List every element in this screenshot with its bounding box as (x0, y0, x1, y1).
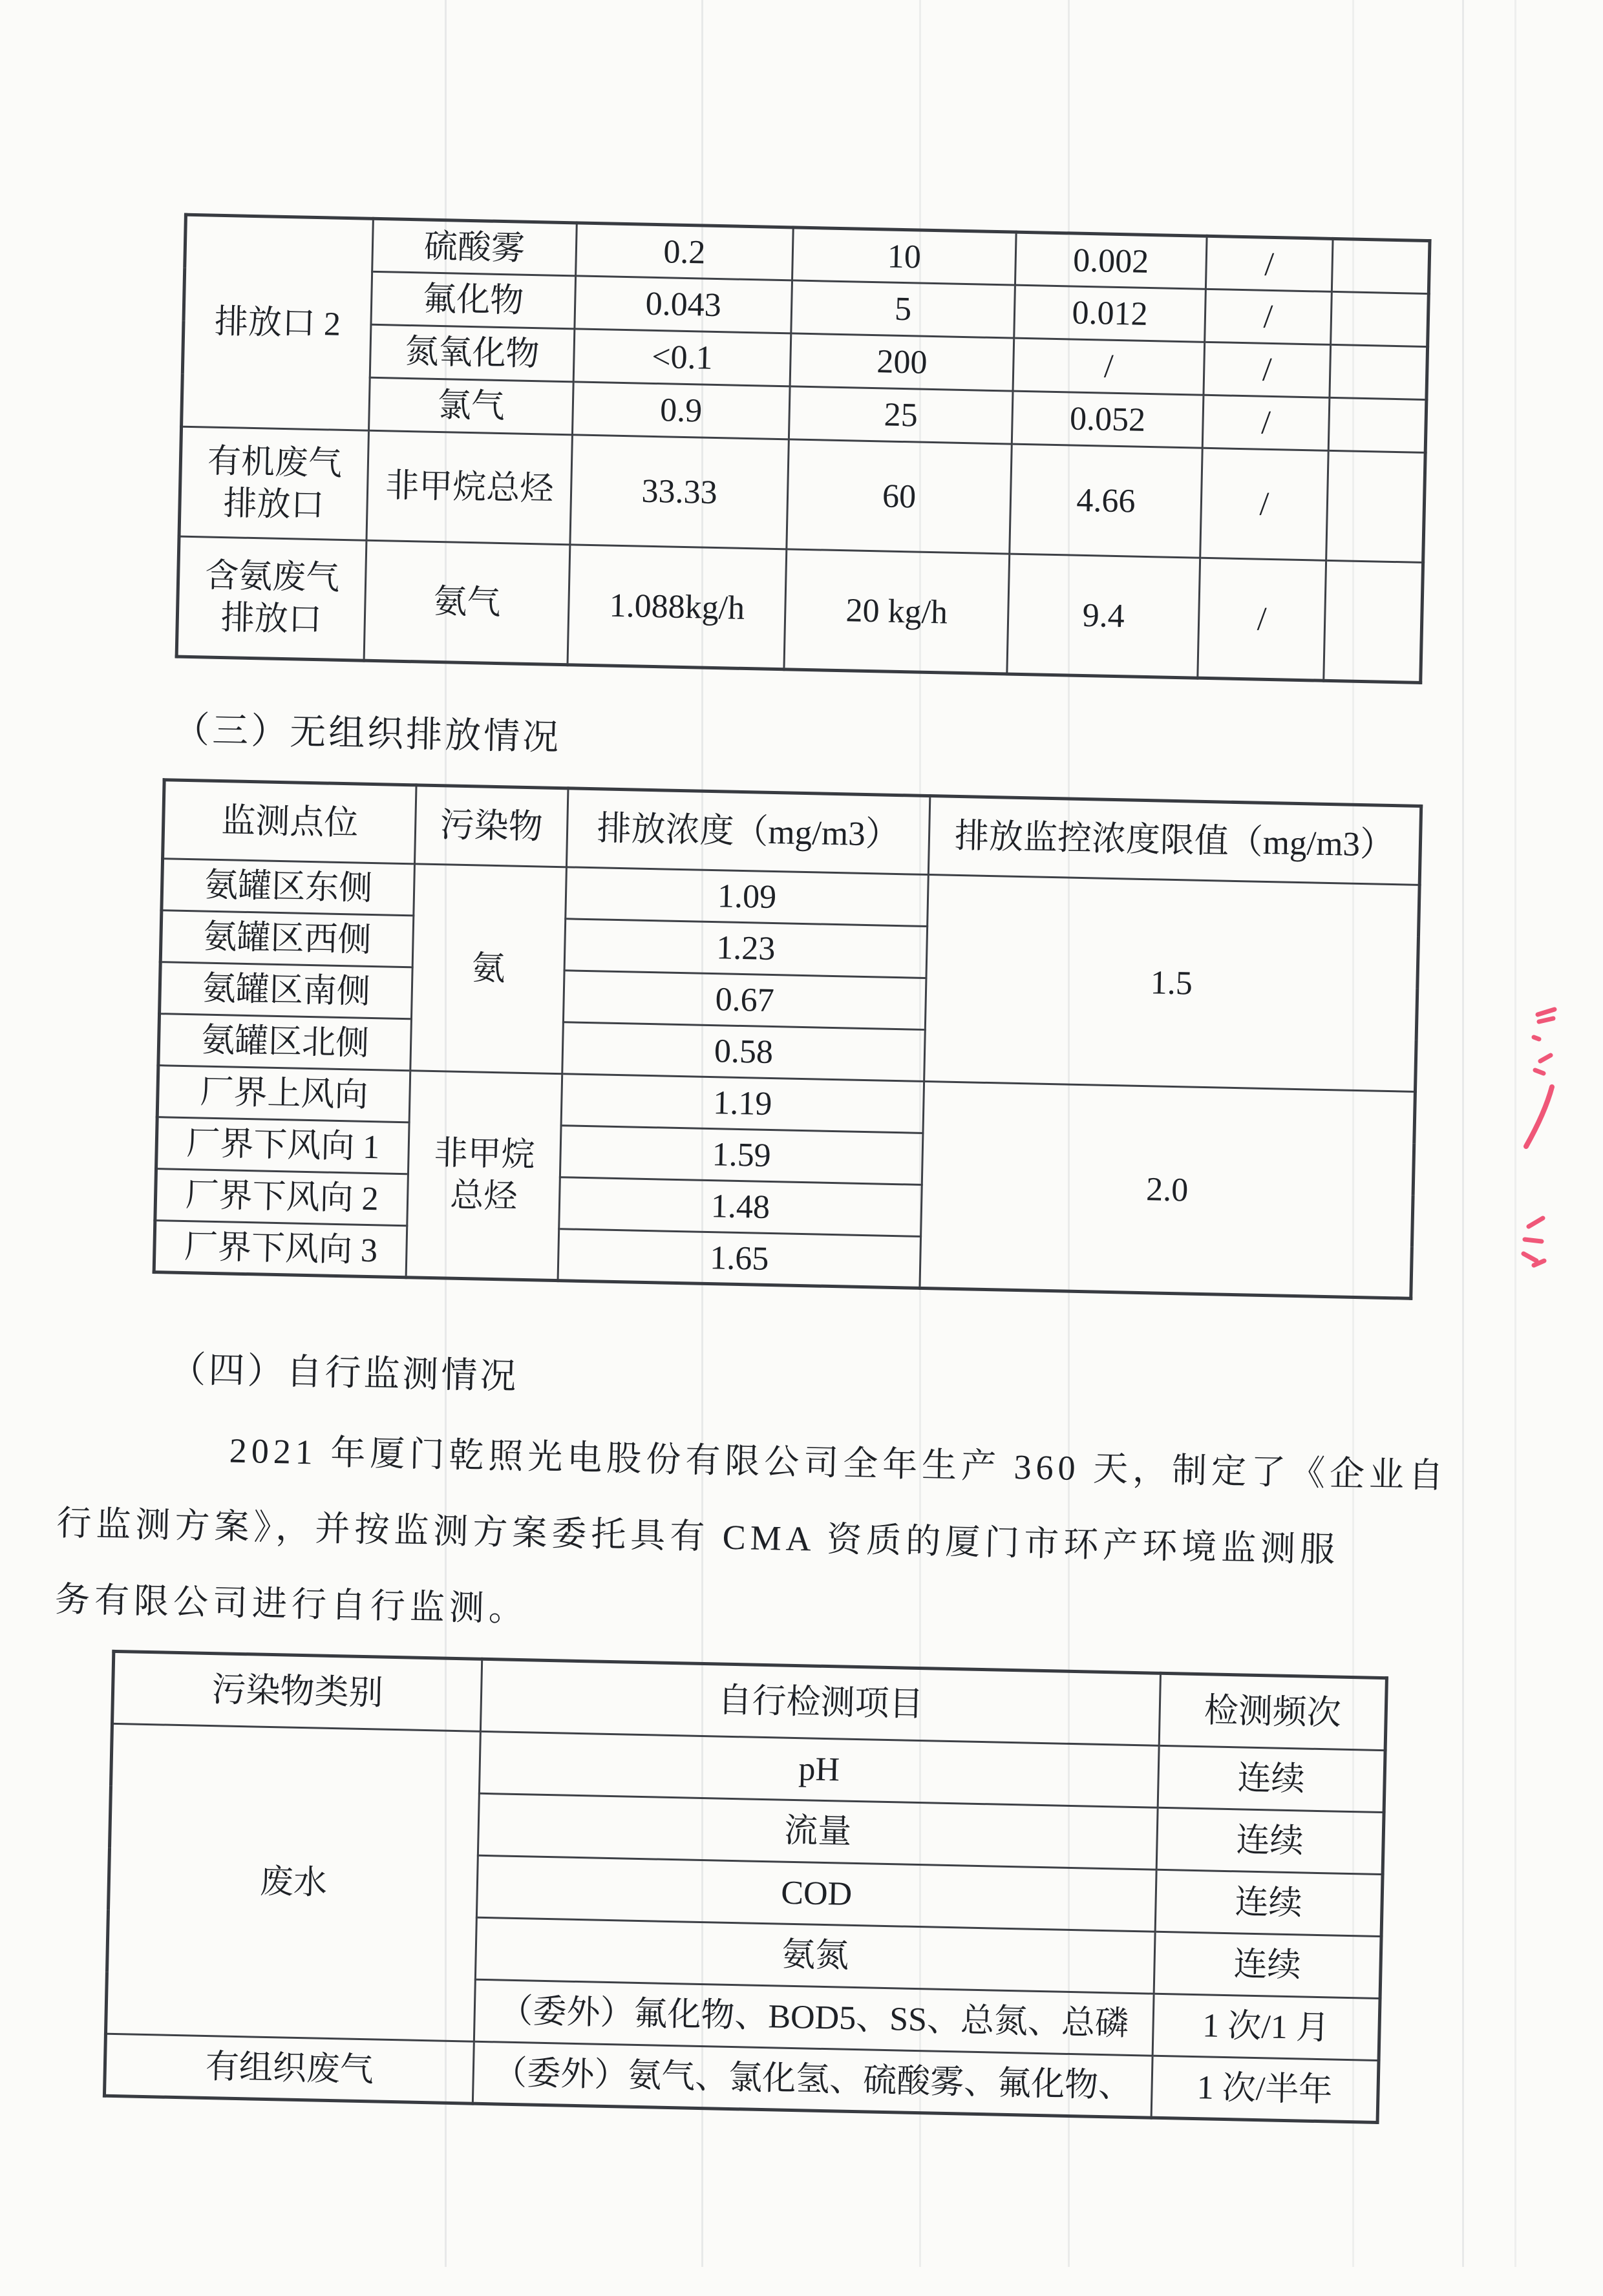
limit-cell: 1.5 (924, 875, 1420, 1092)
empty-cell (1330, 344, 1428, 399)
value-cell: 1.088kg/h (568, 545, 787, 669)
category-cell: 有组织废气 (104, 2034, 474, 2103)
frequency-cell: 连续 (1154, 1932, 1381, 1998)
paragraph-line: 行监测方案》，并按监测方案委托具有 CMA 资质的厦门市环产环境监测服 (56, 1504, 1340, 1570)
col-header-limit: 排放监控浓度限值（mg/m3） (928, 796, 1421, 885)
value-cell: 0.2 (576, 223, 794, 280)
mark-cell: / (1198, 558, 1326, 680)
result-cell: / (1013, 338, 1205, 395)
value-cell: 1.09 (566, 867, 929, 927)
site-cell: 氨罐区东侧 (162, 859, 415, 916)
pollutant-cell: 非甲烷 总烃 (406, 1071, 562, 1281)
site-cell: 厂界下风向 3 (154, 1221, 407, 1278)
value-cell: 0.58 (562, 1022, 926, 1082)
pollutant-cell: 氨 (410, 864, 567, 1074)
section-heading-3: （三）无组织排放情况 (173, 710, 562, 759)
result-cell: 0.002 (1015, 232, 1207, 289)
value-cell: 1.65 (558, 1229, 921, 1289)
mark-cell: / (1205, 236, 1333, 291)
col-header-category: 污染物类别 (112, 1651, 482, 1731)
item-cell: pH (479, 1731, 1159, 1807)
col-header-concentration: 排放浓度（mg/m3） (566, 788, 929, 875)
value-cell: 0.67 (563, 971, 926, 1030)
table-row (176, 536, 1423, 682)
item-cell: 流量 (478, 1793, 1158, 1869)
paragraph-line: 务有限公司进行自行监测。 (54, 1579, 529, 1629)
limit-cell: 200 (790, 333, 1014, 391)
paragraph-line: 2021 年厦门乾照光电股份有限公司全年生产 360 天，制定了《企业自 (229, 1431, 1449, 1496)
limit-cell: 5 (791, 280, 1015, 338)
pollutant-cell: 氨气 (364, 540, 570, 665)
stack-emissions-continuation-table (175, 213, 1432, 684)
value-cell: 0.9 (572, 382, 790, 439)
mark-cell: / (1205, 289, 1332, 344)
site-cell: 厂界下风向 2 (155, 1169, 409, 1226)
value-cell: 1.48 (559, 1177, 922, 1237)
mark-cell: / (1204, 342, 1331, 397)
result-cell: 0.012 (1014, 285, 1206, 342)
site-cell: 氨罐区西侧 (160, 911, 414, 967)
outlet-cell: 有机废气 排放口 (179, 427, 368, 540)
col-header-frequency: 检测频次 (1159, 1673, 1386, 1750)
fugitive-emissions-table (153, 778, 1423, 1300)
mark-cell: / (1202, 395, 1330, 450)
value-cell: 1.19 (561, 1074, 924, 1133)
value-cell: 1.23 (564, 919, 928, 978)
empty-cell (1326, 450, 1426, 562)
pollutant-cell: 硫酸雾 (372, 218, 577, 276)
mark-cell: / (1200, 448, 1329, 560)
site-cell: 氨罐区北侧 (158, 1014, 412, 1071)
site-cell: 厂界下风向 1 (156, 1117, 410, 1174)
empty-cell (1331, 291, 1429, 346)
limit-cell: 10 (792, 227, 1017, 285)
frequency-cell: 连续 (1158, 1745, 1385, 1812)
category-cell: 废水 (105, 1723, 480, 2041)
result-cell: 4.66 (1010, 444, 1202, 558)
value-cell: 33.33 (570, 435, 789, 549)
value-cell: <0.1 (573, 329, 791, 386)
item-cell: COD (476, 1855, 1156, 1932)
empty-cell (1328, 397, 1427, 452)
section-heading-4: （四）自行监测情况 (169, 1349, 520, 1397)
frequency-cell: 1 次/1 月 (1152, 1994, 1380, 2060)
site-cell: 氨罐区南侧 (160, 962, 413, 1019)
pollutant-cell: 非甲烷总烃 (366, 430, 572, 545)
empty-cell (1332, 238, 1430, 293)
result-cell: 9.4 (1007, 554, 1200, 678)
pollutant-cell: 氯气 (369, 377, 574, 435)
limit-cell: 20 kg/h (784, 549, 1010, 674)
col-header-pollutant: 污染物 (414, 785, 568, 867)
limit-cell: 25 (789, 386, 1013, 444)
col-header-site: 监测点位 (163, 780, 416, 864)
frequency-cell: 连续 (1156, 1807, 1384, 1874)
limit-cell: 60 (787, 439, 1012, 554)
frequency-cell: 1 次/半年 (1151, 2056, 1379, 2122)
item-cell: （委外）氟化物、BOD5、SS、总氮、总磷 (474, 1979, 1154, 2056)
limit-cell: 2.0 (920, 1081, 1416, 1298)
self-monitoring-items-table (103, 1650, 1388, 2124)
value-cell: 0.043 (575, 276, 792, 333)
item-cell: （委外）氨气、氯化氢、硫酸雾、氟化物、 (472, 2041, 1152, 2118)
outlet-cell: 含氨废气 排放口 (176, 536, 366, 660)
pollutant-cell: 氮氧化物 (370, 324, 575, 382)
outlet-cell: 排放口 2 (182, 215, 374, 430)
frequency-cell: 连续 (1155, 1869, 1383, 1936)
pollutant-cell: 氟化物 (371, 271, 576, 329)
value-cell: 1.59 (560, 1126, 923, 1185)
empty-cell (1324, 560, 1423, 682)
col-header-item: 自行检测项目 (480, 1659, 1160, 1745)
item-cell: 氨氮 (475, 1917, 1155, 1994)
site-cell: 厂界上风向 (157, 1066, 410, 1122)
result-cell: 0.052 (1012, 391, 1204, 448)
